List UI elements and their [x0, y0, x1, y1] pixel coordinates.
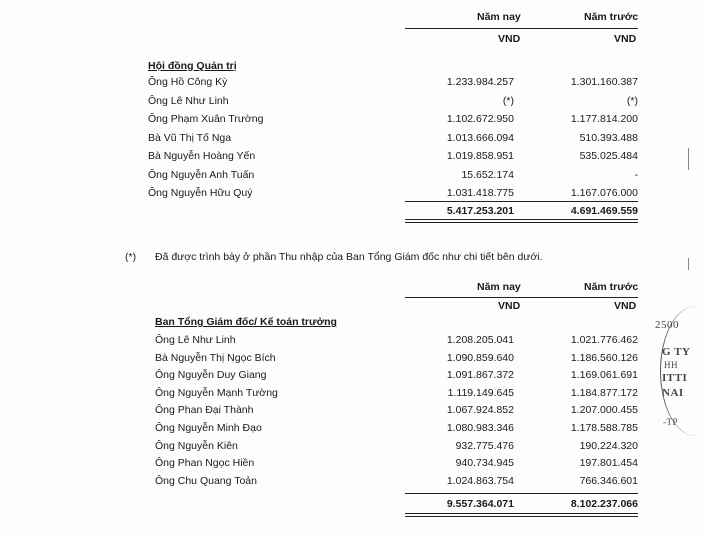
- previous-year-value: 1.169.061.691: [570, 369, 638, 382]
- stamp-text-1: 2500: [655, 319, 679, 331]
- table-row: [0, 457, 703, 474]
- board-total-current: 5.417.253.201: [446, 205, 514, 217]
- previous-year-value: 510.393.488: [579, 131, 638, 144]
- person-name: Ông Nguyễn Hữu Quý: [148, 187, 253, 199]
- note-text: Đã được trình bày ở phần Thu nhập của Ban Tổng Giám đốc như chi tiết bên dưới.: [155, 251, 543, 263]
- stamp-text-5: NAI: [662, 387, 684, 399]
- previous-year-value: 1.177.814.200: [570, 113, 638, 125]
- person-name: Ông Phan Ngọc Hiền: [155, 457, 255, 470]
- stamp-text-2: G TY: [662, 346, 691, 358]
- current-year-value: 1.091.867.372: [446, 369, 514, 382]
- person-name: Ông Hồ Công Kỳ: [148, 76, 228, 88]
- person-name: Ông Nguyễn Anh Tuấn: [148, 168, 255, 181]
- table-row: [0, 150, 703, 167]
- person-name: Bà Vũ Thị Tố Nga: [148, 131, 232, 144]
- current-year-value: 1.102.672.950: [446, 113, 514, 125]
- previous-year-value: 1.167.076.000: [570, 187, 638, 199]
- previous-year-value: 1.178.588.785: [570, 422, 638, 434]
- mgmt-total-rule-top: [405, 493, 638, 494]
- previous-year-value: (*): [626, 94, 638, 107]
- previous-year-value: 1.186.560.126: [570, 351, 638, 364]
- current-year-value: 1.024.863.754: [446, 474, 514, 487]
- current-year-value: 1.019.858.951: [446, 150, 514, 162]
- mgmt-total-rule-bottom: [405, 513, 638, 517]
- table-row: [0, 369, 703, 386]
- table-row: [0, 76, 703, 93]
- person-name: Ông Nguyễn Duy Giang: [155, 369, 267, 382]
- current-year-value: 1.119.149.645: [447, 386, 514, 399]
- current-year-value: 1.090.859.640: [446, 351, 514, 364]
- previous-year-value: 190.224.320: [579, 439, 638, 452]
- person-name: Bà Nguyễn Thị Ngọc Bích: [155, 351, 276, 364]
- table-row: [0, 334, 703, 351]
- previous-year-value: 1.207.000.455: [570, 404, 638, 417]
- current-year-value: 932.775.476: [455, 439, 514, 452]
- board-section-title: Hội đồng Quản trị: [148, 60, 237, 72]
- header-rule: [405, 28, 638, 29]
- mgmt-total-current: 9.557.364.071: [446, 498, 514, 510]
- unit-current-2: VND: [498, 300, 521, 312]
- margin-mark: [688, 258, 689, 270]
- board-total-rule-top: [405, 201, 638, 202]
- unit-previous-2: VND: [614, 300, 637, 312]
- person-name: Ông Nguyễn Kiên: [155, 439, 238, 452]
- col-header-previous-2: Năm trước: [584, 281, 639, 293]
- board-total-previous: 4.691.469.559: [570, 205, 638, 217]
- col-header-current: Năm nay: [477, 11, 521, 23]
- table-row: [0, 169, 703, 186]
- table-row: [0, 113, 703, 130]
- table-row: [0, 404, 703, 421]
- previous-year-value: 766.346.601: [579, 474, 638, 487]
- stamp-text-6: -TP: [663, 417, 678, 427]
- management-section-title: Ban Tổng Giám đốc/ Kế toán trưởng: [155, 316, 337, 328]
- person-name: Ông Nguyễn Minh Đạo: [155, 422, 262, 434]
- note-marker: (*): [125, 251, 137, 263]
- unit-previous: VND: [614, 33, 637, 45]
- table-row: [0, 132, 703, 149]
- previous-year-value: 535.025.484: [579, 150, 638, 162]
- previous-year-value: 197.801.454: [579, 457, 638, 470]
- person-name: Ông Phạm Xuân Trường: [148, 113, 264, 125]
- current-year-value: 1.013.666.094: [446, 131, 514, 144]
- header-rule-2: [405, 297, 638, 298]
- mgmt-total-previous: 8.102.237.066: [570, 498, 638, 510]
- current-year-value: 1.067.924.852: [446, 404, 514, 417]
- table-row: [0, 95, 703, 112]
- current-year-value: 1.208.205.041: [446, 334, 514, 346]
- margin-mark: [688, 148, 689, 170]
- current-year-value: 1.080.983.346: [446, 422, 514, 434]
- col-header-current-2: Năm nay: [477, 281, 521, 293]
- table-row: [0, 440, 703, 457]
- previous-year-value: -: [634, 168, 638, 181]
- current-year-value: 1.031.418.775: [446, 187, 514, 199]
- person-name: Ông Lê Như Linh: [148, 94, 229, 107]
- table-row: [0, 422, 703, 439]
- person-name: Ông Lê Như Linh: [155, 334, 236, 346]
- current-year-value: (*): [502, 94, 514, 107]
- table-row: [0, 352, 703, 369]
- person-name: Ông Nguyễn Mạnh Tường: [155, 386, 278, 399]
- table-row: [0, 387, 703, 404]
- stamp-text-4: ITTI: [662, 372, 688, 384]
- person-name: Ông Chu Quang Toản: [155, 474, 257, 487]
- previous-year-value: 1.184.877.172: [570, 386, 638, 399]
- stamp-text-3: HH: [664, 360, 678, 370]
- unit-current: VND: [498, 33, 521, 45]
- col-header-previous: Năm trước: [584, 11, 639, 23]
- previous-year-value: 1.301.160.387: [570, 76, 638, 88]
- person-name: Ông Phan Đại Thành: [155, 404, 254, 417]
- board-total-rule-bottom: [405, 219, 638, 223]
- current-year-value: 940.734.945: [455, 457, 514, 470]
- person-name: Bà Nguyễn Hoàng Yến: [148, 150, 256, 162]
- table-row: [0, 475, 703, 492]
- current-year-value: 15.652.174: [461, 168, 514, 181]
- current-year-value: 1.233.984.257: [446, 76, 514, 88]
- previous-year-value: 1.021.776.462: [570, 334, 638, 346]
